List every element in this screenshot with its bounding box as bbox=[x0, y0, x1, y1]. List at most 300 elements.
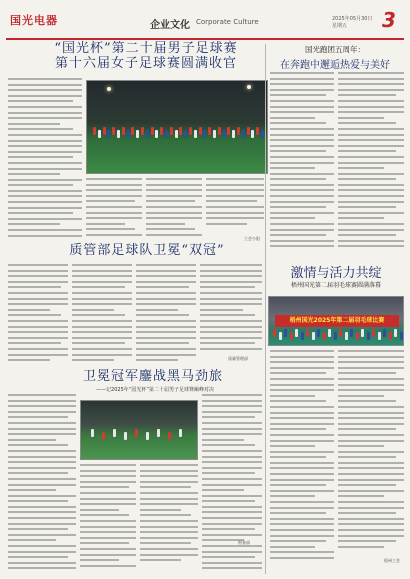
person-figure bbox=[218, 127, 221, 135]
text-line bbox=[270, 223, 334, 225]
text-line bbox=[8, 201, 82, 203]
text-line bbox=[8, 281, 68, 283]
text-line bbox=[338, 206, 396, 208]
person-figure bbox=[350, 329, 353, 337]
text-line bbox=[72, 326, 132, 328]
text-line bbox=[338, 451, 404, 453]
football-text-col1 bbox=[8, 78, 82, 240]
text-line bbox=[270, 389, 334, 391]
person-figure bbox=[367, 332, 370, 340]
text-line bbox=[200, 303, 262, 305]
qm-text-col4 bbox=[200, 264, 262, 352]
text-line bbox=[270, 540, 326, 542]
text-line bbox=[338, 406, 404, 408]
qm-text-col2 bbox=[72, 264, 132, 362]
text-line bbox=[72, 331, 132, 333]
text-line bbox=[200, 348, 262, 350]
text-line bbox=[8, 517, 76, 519]
text-line bbox=[86, 217, 142, 219]
text-line bbox=[80, 492, 136, 494]
text-line bbox=[270, 72, 334, 74]
text-line bbox=[270, 139, 334, 141]
text-line bbox=[338, 184, 404, 186]
text-line bbox=[338, 106, 404, 108]
text-line bbox=[86, 206, 142, 208]
person-figure bbox=[394, 329, 397, 337]
text-line bbox=[8, 326, 68, 328]
text-line bbox=[8, 314, 61, 316]
person-figure bbox=[146, 130, 149, 138]
text-line bbox=[8, 95, 82, 97]
text-line bbox=[80, 486, 129, 488]
text-line bbox=[206, 217, 264, 219]
text-line bbox=[8, 444, 68, 446]
text-line bbox=[338, 167, 384, 169]
person-figure bbox=[372, 329, 375, 337]
text-line bbox=[8, 100, 73, 102]
text-line bbox=[270, 117, 315, 119]
text-line bbox=[8, 337, 68, 339]
text-line bbox=[8, 342, 61, 344]
issue-weekday: 星期五 bbox=[332, 23, 348, 29]
text-line bbox=[202, 428, 262, 430]
person-figure bbox=[194, 130, 197, 138]
text-line bbox=[136, 342, 189, 344]
text-line bbox=[202, 500, 255, 502]
text-line bbox=[270, 111, 334, 113]
text-line bbox=[270, 234, 326, 236]
text-line bbox=[270, 195, 334, 197]
text-line bbox=[270, 445, 315, 447]
person-figure bbox=[227, 127, 230, 135]
text-line bbox=[8, 484, 76, 486]
text-line bbox=[338, 178, 396, 180]
text-line bbox=[8, 523, 76, 525]
text-line bbox=[200, 298, 262, 300]
text-line bbox=[86, 195, 142, 197]
person-figure bbox=[251, 130, 254, 138]
text-line bbox=[270, 440, 334, 442]
text-line bbox=[140, 554, 198, 556]
text-line bbox=[270, 94, 326, 96]
text-line bbox=[8, 562, 76, 564]
text-line bbox=[202, 495, 262, 497]
text-line bbox=[338, 350, 404, 352]
text-line bbox=[270, 134, 334, 136]
text-line bbox=[202, 472, 255, 474]
badminton-text-col2 bbox=[338, 350, 404, 550]
text-line bbox=[136, 309, 178, 311]
text-line bbox=[80, 537, 136, 539]
text-line bbox=[270, 145, 334, 147]
text-line bbox=[146, 195, 202, 197]
text-line bbox=[202, 523, 262, 525]
text-line bbox=[338, 240, 404, 242]
badminton-subhead: 梧州国光第二届羽毛球赛圆满落幕 bbox=[290, 282, 381, 289]
text-line bbox=[270, 535, 334, 537]
person-figure bbox=[378, 332, 381, 340]
text-line bbox=[206, 223, 247, 225]
person-figure bbox=[179, 127, 182, 135]
text-line bbox=[270, 412, 334, 414]
text-line bbox=[140, 464, 198, 466]
text-line bbox=[8, 320, 68, 322]
badminton-photo-banner: 梧州国光2025年第二届羽毛球比赛 bbox=[275, 315, 399, 327]
text-line bbox=[338, 456, 396, 458]
text-line bbox=[200, 342, 255, 344]
text-line bbox=[8, 567, 76, 569]
text-line bbox=[202, 511, 262, 513]
text-line bbox=[270, 167, 315, 169]
text-line bbox=[338, 512, 396, 514]
text-line bbox=[200, 281, 262, 283]
text-line bbox=[200, 286, 255, 288]
text-line bbox=[146, 212, 202, 214]
person-figure bbox=[112, 127, 115, 135]
text-line bbox=[270, 245, 334, 247]
text-line bbox=[270, 406, 334, 408]
text-line bbox=[8, 556, 68, 558]
text-line bbox=[72, 286, 125, 288]
text-line bbox=[136, 270, 196, 272]
text-line bbox=[270, 512, 326, 514]
text-line bbox=[8, 394, 76, 396]
text-line bbox=[338, 234, 396, 236]
text-line bbox=[8, 348, 68, 350]
text-line bbox=[140, 548, 198, 550]
person-figure bbox=[103, 127, 106, 135]
text-line bbox=[338, 434, 404, 436]
text-line bbox=[270, 400, 326, 402]
text-line bbox=[270, 462, 334, 464]
text-line bbox=[140, 531, 198, 533]
text-line bbox=[8, 89, 82, 91]
text-line bbox=[270, 473, 334, 475]
text-line bbox=[206, 189, 264, 191]
text-line bbox=[72, 337, 132, 339]
text-line bbox=[80, 554, 136, 556]
text-line bbox=[8, 439, 56, 441]
text-line bbox=[270, 451, 334, 453]
person-figure bbox=[389, 332, 392, 340]
text-line bbox=[202, 411, 262, 413]
running-kicker: 国光跑团五周年： bbox=[305, 45, 365, 54]
text-line bbox=[202, 517, 262, 519]
text-line bbox=[146, 223, 185, 225]
text-line bbox=[270, 434, 334, 436]
person-figure bbox=[141, 127, 144, 135]
text-line bbox=[338, 529, 404, 531]
text-line bbox=[72, 275, 132, 277]
text-line bbox=[80, 509, 119, 511]
text-line bbox=[140, 520, 198, 522]
running-headline: 在奔跑中邂逅热爱与美好 bbox=[280, 60, 390, 71]
text-line bbox=[338, 423, 404, 425]
text-line bbox=[270, 417, 334, 419]
text-line bbox=[136, 298, 196, 300]
text-line bbox=[140, 475, 198, 477]
person-figure bbox=[400, 332, 403, 340]
text-line bbox=[270, 184, 334, 186]
text-line bbox=[270, 206, 326, 208]
text-line bbox=[8, 218, 82, 220]
qm-signature: 质量管理部 bbox=[228, 356, 248, 361]
text-line bbox=[338, 384, 404, 386]
text-line bbox=[8, 400, 76, 402]
text-line bbox=[202, 506, 262, 508]
text-line bbox=[86, 200, 135, 202]
text-line bbox=[8, 539, 56, 541]
text-line bbox=[338, 417, 404, 419]
text-line bbox=[206, 184, 264, 186]
person-figure bbox=[242, 130, 245, 138]
badminton-signature: 梧州工会 bbox=[384, 558, 400, 563]
text-line bbox=[270, 100, 334, 102]
person-figure bbox=[273, 329, 276, 337]
text-line bbox=[270, 162, 334, 164]
text-line bbox=[8, 235, 82, 237]
text-line bbox=[270, 456, 326, 458]
text-line bbox=[338, 217, 384, 219]
text-line bbox=[270, 467, 334, 469]
defend-text-col3 bbox=[80, 464, 136, 570]
text-line bbox=[270, 546, 315, 548]
text-line bbox=[270, 83, 334, 85]
person-figure bbox=[124, 432, 127, 440]
text-line bbox=[140, 498, 198, 500]
person-figure bbox=[168, 432, 171, 440]
person-figure bbox=[160, 127, 163, 135]
person-figure bbox=[256, 127, 259, 135]
text-line bbox=[8, 545, 76, 547]
person-figure bbox=[306, 329, 309, 337]
text-line bbox=[136, 286, 189, 288]
text-line bbox=[338, 245, 404, 247]
text-line bbox=[270, 240, 334, 242]
text-line bbox=[270, 395, 315, 397]
text-line bbox=[8, 184, 73, 186]
text-line bbox=[202, 450, 262, 452]
person-figure bbox=[213, 130, 216, 138]
text-line bbox=[202, 534, 262, 536]
running-text-col2 bbox=[338, 72, 404, 250]
text-line bbox=[136, 331, 196, 333]
person-figure bbox=[93, 127, 96, 135]
person-figure bbox=[131, 127, 134, 135]
text-line bbox=[270, 217, 315, 219]
person-figure bbox=[157, 429, 160, 437]
text-line bbox=[270, 356, 334, 358]
person-figure bbox=[98, 130, 101, 138]
text-line bbox=[338, 501, 404, 503]
text-line bbox=[136, 348, 196, 350]
person-figure bbox=[301, 332, 304, 340]
text-line bbox=[270, 350, 334, 352]
running-text-col1 bbox=[270, 72, 334, 250]
issue-date: 2025年05月30日 bbox=[332, 16, 373, 22]
text-line bbox=[270, 89, 334, 91]
person-figure bbox=[279, 332, 282, 340]
issue-info bbox=[332, 16, 372, 30]
text-line bbox=[338, 78, 404, 80]
badminton-headline: 激情与活力共绽 bbox=[290, 266, 382, 281]
text-line bbox=[206, 195, 264, 197]
text-line bbox=[270, 372, 326, 374]
text-line bbox=[338, 367, 404, 369]
text-line bbox=[80, 481, 136, 483]
text-line bbox=[270, 229, 334, 231]
text-line bbox=[8, 331, 68, 333]
text-line bbox=[338, 400, 396, 402]
text-line bbox=[86, 178, 142, 180]
text-line bbox=[86, 228, 135, 230]
person-figure bbox=[102, 432, 105, 440]
text-line bbox=[338, 117, 384, 119]
text-line bbox=[140, 486, 191, 488]
text-line bbox=[270, 384, 334, 386]
text-line bbox=[140, 503, 198, 505]
text-line bbox=[200, 292, 262, 294]
text-line bbox=[80, 520, 136, 522]
text-line bbox=[136, 359, 178, 361]
person-figure bbox=[151, 127, 154, 135]
person-figure bbox=[317, 329, 320, 337]
football-team-photo bbox=[86, 80, 268, 174]
text-line bbox=[202, 405, 262, 407]
text-line bbox=[338, 173, 404, 175]
text-line bbox=[338, 395, 384, 397]
text-line bbox=[146, 228, 195, 230]
text-line bbox=[202, 461, 262, 463]
text-line bbox=[146, 206, 202, 208]
text-line bbox=[202, 556, 255, 558]
text-line bbox=[72, 320, 132, 322]
person-figure bbox=[170, 127, 173, 135]
text-line bbox=[86, 234, 142, 236]
text-line bbox=[338, 150, 396, 152]
person-figure bbox=[247, 127, 250, 135]
text-line bbox=[8, 416, 68, 418]
person-figure bbox=[113, 429, 116, 437]
section-subtitle: Corporate Culture bbox=[196, 18, 259, 26]
person-figure bbox=[356, 332, 359, 340]
text-line bbox=[140, 559, 181, 561]
defend-text-col2 bbox=[202, 394, 262, 570]
text-line bbox=[72, 309, 114, 311]
text-line bbox=[140, 470, 198, 472]
text-line bbox=[338, 523, 404, 525]
text-line bbox=[338, 72, 404, 74]
person-figure bbox=[237, 127, 240, 135]
text-line bbox=[8, 359, 50, 361]
text-line bbox=[270, 490, 334, 492]
text-line bbox=[270, 529, 334, 531]
text-line bbox=[338, 189, 404, 191]
text-line bbox=[146, 200, 195, 202]
person-figure bbox=[155, 130, 158, 138]
text-line bbox=[8, 229, 82, 231]
person-figure bbox=[175, 130, 178, 138]
text-line bbox=[270, 523, 334, 525]
person-figure bbox=[290, 332, 293, 340]
text-line bbox=[80, 475, 136, 477]
text-line bbox=[202, 422, 262, 424]
text-line bbox=[202, 416, 255, 418]
football-headline-line1: “国光杯”第二十届男子足球赛 bbox=[54, 41, 238, 56]
text-line bbox=[338, 484, 396, 486]
text-line bbox=[8, 472, 68, 474]
text-line bbox=[338, 412, 404, 414]
text-line bbox=[8, 461, 76, 463]
text-line bbox=[8, 405, 76, 407]
text-line bbox=[136, 354, 196, 356]
text-line bbox=[270, 173, 334, 175]
person-figure bbox=[117, 130, 120, 138]
text-line bbox=[8, 134, 82, 136]
person-figure bbox=[165, 130, 168, 138]
text-line bbox=[8, 123, 60, 125]
text-line bbox=[202, 456, 262, 458]
text-line bbox=[8, 495, 76, 497]
text-line bbox=[338, 83, 404, 85]
text-line bbox=[86, 212, 142, 214]
text-line bbox=[202, 400, 262, 402]
text-line bbox=[140, 492, 198, 494]
text-line bbox=[338, 111, 404, 113]
text-line bbox=[80, 548, 136, 550]
text-line bbox=[270, 423, 334, 425]
text-line bbox=[8, 433, 76, 435]
text-line bbox=[72, 270, 132, 272]
text-line bbox=[146, 217, 202, 219]
person-figure bbox=[261, 130, 264, 138]
text-line bbox=[8, 422, 76, 424]
text-line bbox=[8, 195, 82, 197]
text-line bbox=[200, 314, 255, 316]
text-line bbox=[206, 212, 264, 214]
text-line bbox=[338, 356, 404, 358]
text-line bbox=[200, 326, 262, 328]
text-line bbox=[140, 481, 198, 483]
text-line bbox=[72, 342, 125, 344]
defend-match-photo bbox=[80, 400, 198, 460]
text-line bbox=[8, 162, 82, 164]
text-line bbox=[8, 411, 76, 413]
text-line bbox=[72, 292, 132, 294]
text-line bbox=[8, 456, 76, 458]
text-line bbox=[202, 484, 262, 486]
text-line bbox=[270, 178, 326, 180]
text-line bbox=[202, 545, 262, 547]
person-figure bbox=[361, 329, 364, 337]
text-line bbox=[8, 489, 56, 491]
text-line bbox=[146, 184, 202, 186]
football-text-col4 bbox=[206, 178, 264, 230]
person-figure bbox=[179, 429, 182, 437]
text-line bbox=[136, 326, 196, 328]
text-line bbox=[338, 162, 404, 164]
text-line bbox=[200, 264, 262, 266]
text-line bbox=[146, 178, 202, 180]
qm-headline: 质管部足球队卫冕“双冠” bbox=[69, 243, 225, 258]
text-line bbox=[338, 462, 404, 464]
text-line bbox=[338, 122, 396, 124]
text-line bbox=[270, 479, 334, 481]
text-line bbox=[338, 139, 404, 141]
text-line bbox=[338, 134, 404, 136]
text-line bbox=[86, 189, 142, 191]
text-line bbox=[202, 439, 244, 441]
